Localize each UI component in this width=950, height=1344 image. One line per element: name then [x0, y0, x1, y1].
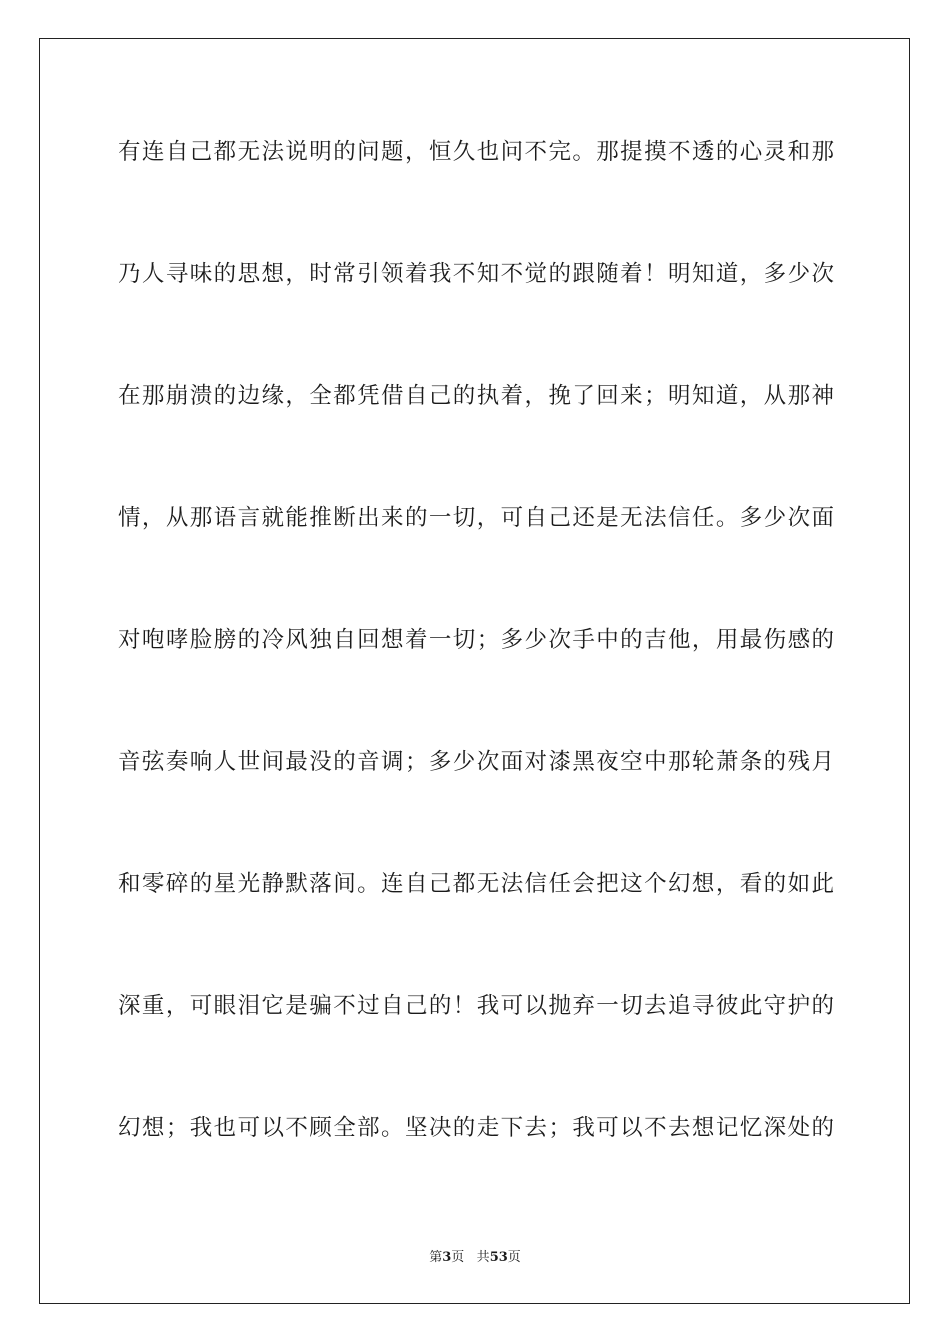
text-line-8: 深重，可眼泪它是骗不过自己的！我可以抛弃一切去追寻彼此守护的	[118, 993, 834, 1019]
text-line-4: 情，从那语言就能推断出来的一切，可自己还是无法信任。多少次面	[118, 505, 834, 531]
text-line-7: 和零碎的星光静默落间。连自己都无法信任会把这个幻想，看的如此	[118, 871, 834, 897]
total-prefix: 共	[476, 1250, 490, 1265]
text-line-5: 对咆哮脸膀的冷风独自回想着一切；多少次手中的吉他，用最伤感的	[118, 627, 834, 653]
page-suffix: 页	[451, 1250, 465, 1265]
total-suffix: 页	[507, 1250, 521, 1265]
page-footer	[0, 1246, 950, 1265]
page-prefix: 第	[429, 1250, 443, 1265]
total-pages: 53	[489, 1250, 508, 1265]
text-line-1: 有连自己都无法说明的问题，恒久也问不完。那提摸不透的心灵和那	[118, 139, 834, 165]
text-line-3: 在那崩溃的边缘，全都凭借自己的执着，挽了回来；明知道，从那神	[118, 383, 834, 409]
text-line-9: 幻想；我也可以不顾全部。坚决的走下去；我可以不去想记忆深处的	[118, 1115, 834, 1141]
text-line-6: 音弦奏响人世间最没的音调；多少次面对漆黑夜空中那轮萧条的残月	[118, 749, 834, 775]
text-line-2: 乃人寻味的思想，时常引领着我不知不觉的跟随着！明知道，多少次	[118, 261, 834, 287]
page-number: 3	[442, 1250, 452, 1265]
